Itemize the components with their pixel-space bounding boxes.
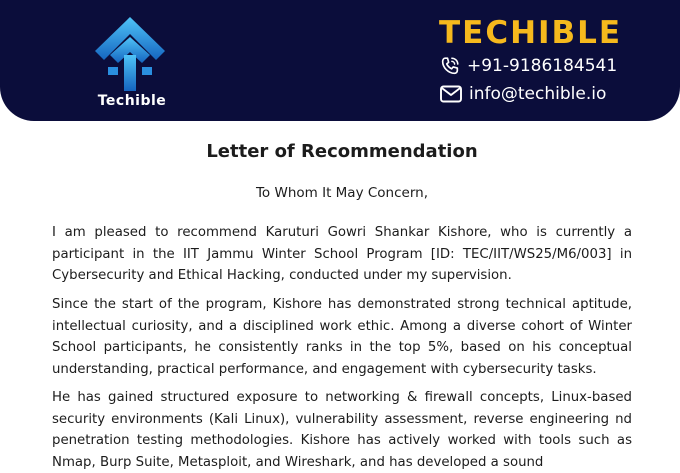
phone-icon — [439, 55, 461, 77]
letterhead-header — [0, 0, 680, 121]
logo-text: Techible — [97, 93, 167, 109]
phone-number[interactable]: +91-9186184541 — [467, 56, 618, 76]
email-contact[interactable] — [439, 81, 606, 107]
email-address[interactable]: info@techible.io — [469, 84, 607, 104]
phone-contact[interactable] — [439, 53, 617, 79]
brand-name: TECHIBLE — [439, 15, 623, 51]
letter-title: Letter of Recommendation — [206, 141, 478, 162]
mail-icon — [439, 84, 463, 104]
salutation: To Whom It May Concern, — [255, 185, 428, 201]
paragraph-intro: I am pleased to recommend Karuturi Gowri Shankar Kishore, who is currently a participant in the IIT Jammu Winter School Program [ID: TEC/IIT/WS25/M6/003] in Cybersecurity and Ethical Hacking, conducted under my supervision. — [52, 225, 632, 283]
paragraph-skills: He has gained structured exposure to networking & firewall concepts, Linux-based security environments (Kali Linux), vulnerability assessment, reverse engineering nd penetration testing methodologies. Kishore has actively worked with tools such as Nmap, Burp Suite, Metasploit, and Wireshark, and has developed a sound — [52, 390, 632, 470]
techible-logo-icon — [94, 15, 166, 91]
paragraph-performance: Since the start of the program, Kishore has demonstrated strong technical aptitude, intellectual curiosity, and a disciplined work ethic. Among a diverse cohort of Winter School participants, he consistently ranks in the top 5%, based on his conceptual understanding, practical performance, and engagement with cybersecurity tasks. — [52, 297, 632, 377]
